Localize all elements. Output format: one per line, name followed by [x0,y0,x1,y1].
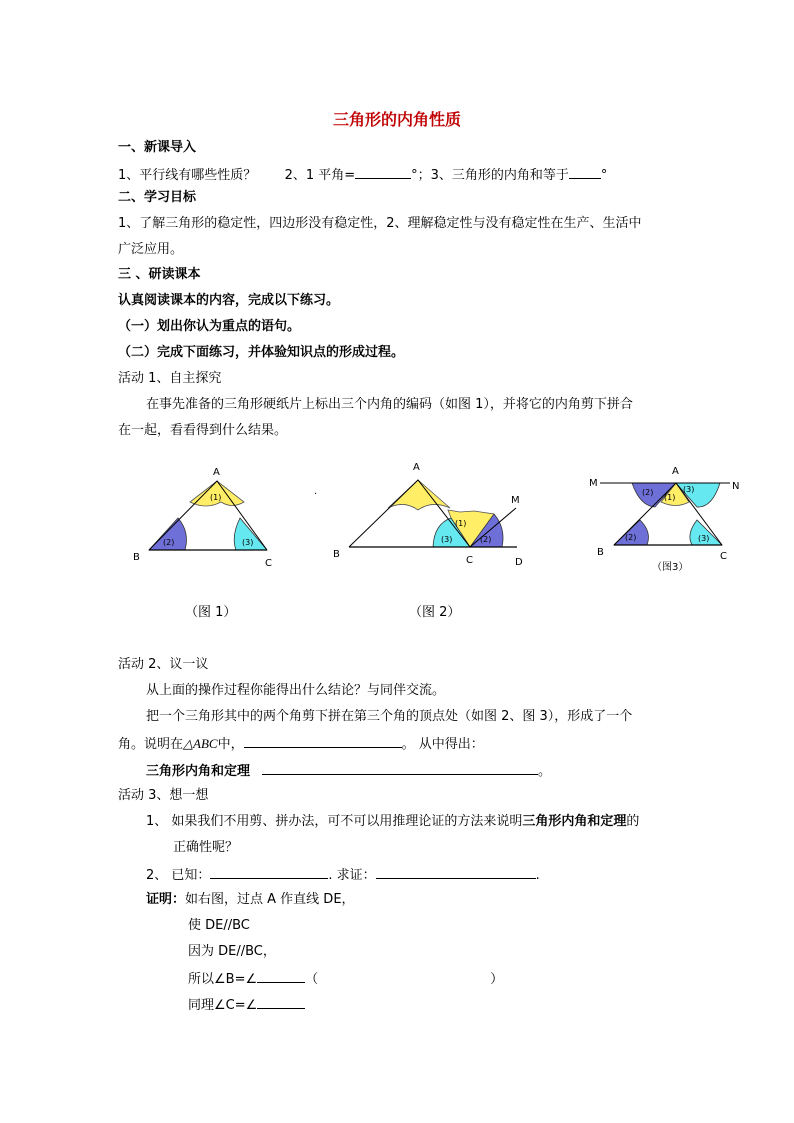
vertex-c-label: C [720,551,727,562]
proof-line-4 [188,970,503,988]
prove-blank[interactable] [376,866,536,879]
stray-dot: . [314,486,318,497]
activity-2-line-2: 把一个三角形其中的两个角剪下拼在第三个角的顶点处（如图 2、图 3），形成了一个 [146,709,633,724]
question-1: 1、平行线有哪些性质？ [118,168,257,183]
theorem-end: 。 [538,764,552,779]
given-blank[interactable] [210,866,328,879]
reason-open: （ [305,972,319,987]
degree-symbol: ° [600,168,608,183]
angle-3-label: (3) [698,534,710,543]
proof-step-4: 所以∠B=∠ [188,972,258,987]
q1-theorem: 三角形内角和定理 [522,814,627,829]
figure-3 [589,466,739,573]
reason-close: ） [490,972,504,987]
line-3-start: 角。说明在 [118,737,184,752]
line-3-end: 。 从中得出： [401,737,484,752]
q1-text: 1、 如果我们不用剪、拼办法，可不可以用推理论证的方法来说明 [146,814,523,829]
activity-2-line-3 [118,735,484,753]
objective-line-2: 广泛应用。 [118,242,184,257]
q1-end: 的 [626,814,640,829]
conclusion-blank[interactable] [244,735,402,748]
figure-2-caption: （图 2） [409,605,461,620]
angle-3-label: (3) [242,538,254,547]
proof-label: 证明： [146,892,186,907]
angle-blank[interactable] [257,970,305,983]
angle-2-label: (2) [642,488,654,497]
section-3-heading: 三 、研读课本 [118,267,201,282]
question-2-text: 2、1 平角= [284,168,356,183]
angle-blank[interactable] [257,996,305,1009]
triangle-abc: △ABC [183,736,218,751]
figure-3-caption: （图3） [652,562,689,573]
task-2: （二）完成下面练习，并体验知识点的形成过程。 [118,345,405,360]
period: . [535,868,540,883]
vertex-a-label: A [213,467,220,478]
vertex-a-label: A [413,462,420,473]
theorem-line [146,762,551,780]
angle-2-label: (2) [480,535,492,544]
reading-instruction: 认真阅读课本的内容，完成以下练习。 [118,293,340,308]
activity-1-line-2: 在一起，看看得到什么结果。 [118,423,288,438]
activity-1-heading: 活动 1、自主探究 [118,371,222,386]
point-m-label: M [589,478,598,489]
figure-1 [133,467,272,569]
objective-line-1: 1、了解三角形的稳定性，四边形没有稳定性，2、理解稳定性与没有稳定性在生产、生活中 [118,216,642,231]
activity-2-heading: 活动 2、议一议 [118,657,209,672]
angle-3-label: (3) [683,485,695,494]
theorem-blank[interactable] [262,762,538,775]
point-d-label: D [515,557,523,568]
vertex-b-label: B [333,549,340,560]
line-3-mid: 中， [217,737,244,752]
activity-2-line-1: 从上面的操作过程你能得出什么结论？与同伴交流。 [146,683,446,698]
proof-line-2: 使 DE//BC [188,918,250,933]
activity-3-q1-line-1 [146,814,639,830]
angle-2-label: (2) [163,538,175,547]
section-1-heading: 一、新课导入 [118,140,197,155]
proof-line-5 [188,996,305,1014]
given-label: 2、 已知： [146,868,211,883]
question-3-text: °；3、三角形的内角和等于 [411,168,569,183]
vertex-c-label: C [466,555,473,566]
proof-step-1: 如右图，过点 A 作直线 DE， [185,892,355,907]
activity-3-q2 [146,866,540,884]
activity-1-line-1: 在事先准备的三角形硬纸片上标出三个内角的编码（如图 1），并将它的内角剪下拼合 [146,397,633,412]
angle-1-label: (1) [664,493,676,502]
proof-line-1 [146,892,355,908]
page-title: 三角形的内角性质 [332,110,461,129]
point-m-label: M [511,495,520,506]
prove-label: . 求证： [328,868,376,883]
task-1: （一）划出你认为重点的语句。 [118,319,301,334]
theorem-label: 三角形内角和定理 [146,764,251,779]
vertex-b-label: B [597,547,604,558]
angle-2-label: (2) [625,533,637,542]
section-2-heading: 二、学习目标 [118,190,197,205]
figure-1-caption: （图 1） [185,605,237,620]
point-n-label: N [732,481,740,492]
vertex-c-label: C [265,558,272,569]
angle-1-label: (1) [455,519,467,528]
vertex-b-label: B [133,552,140,563]
angle-1-piece-copy [388,480,450,510]
proof-line-3: 因为 DE//BC， [188,944,276,959]
angle-1-label: (1) [210,493,222,502]
vertex-a-label: A [672,466,679,477]
angle-3-label: (3) [441,535,453,544]
proof-step-5: 同理∠C=∠ [188,998,258,1013]
activity-3-q1-line-2: 正确性呢？ [173,840,239,855]
activity-3-heading: 活动 3、想一想 [118,788,209,803]
figure-2 [333,462,523,568]
